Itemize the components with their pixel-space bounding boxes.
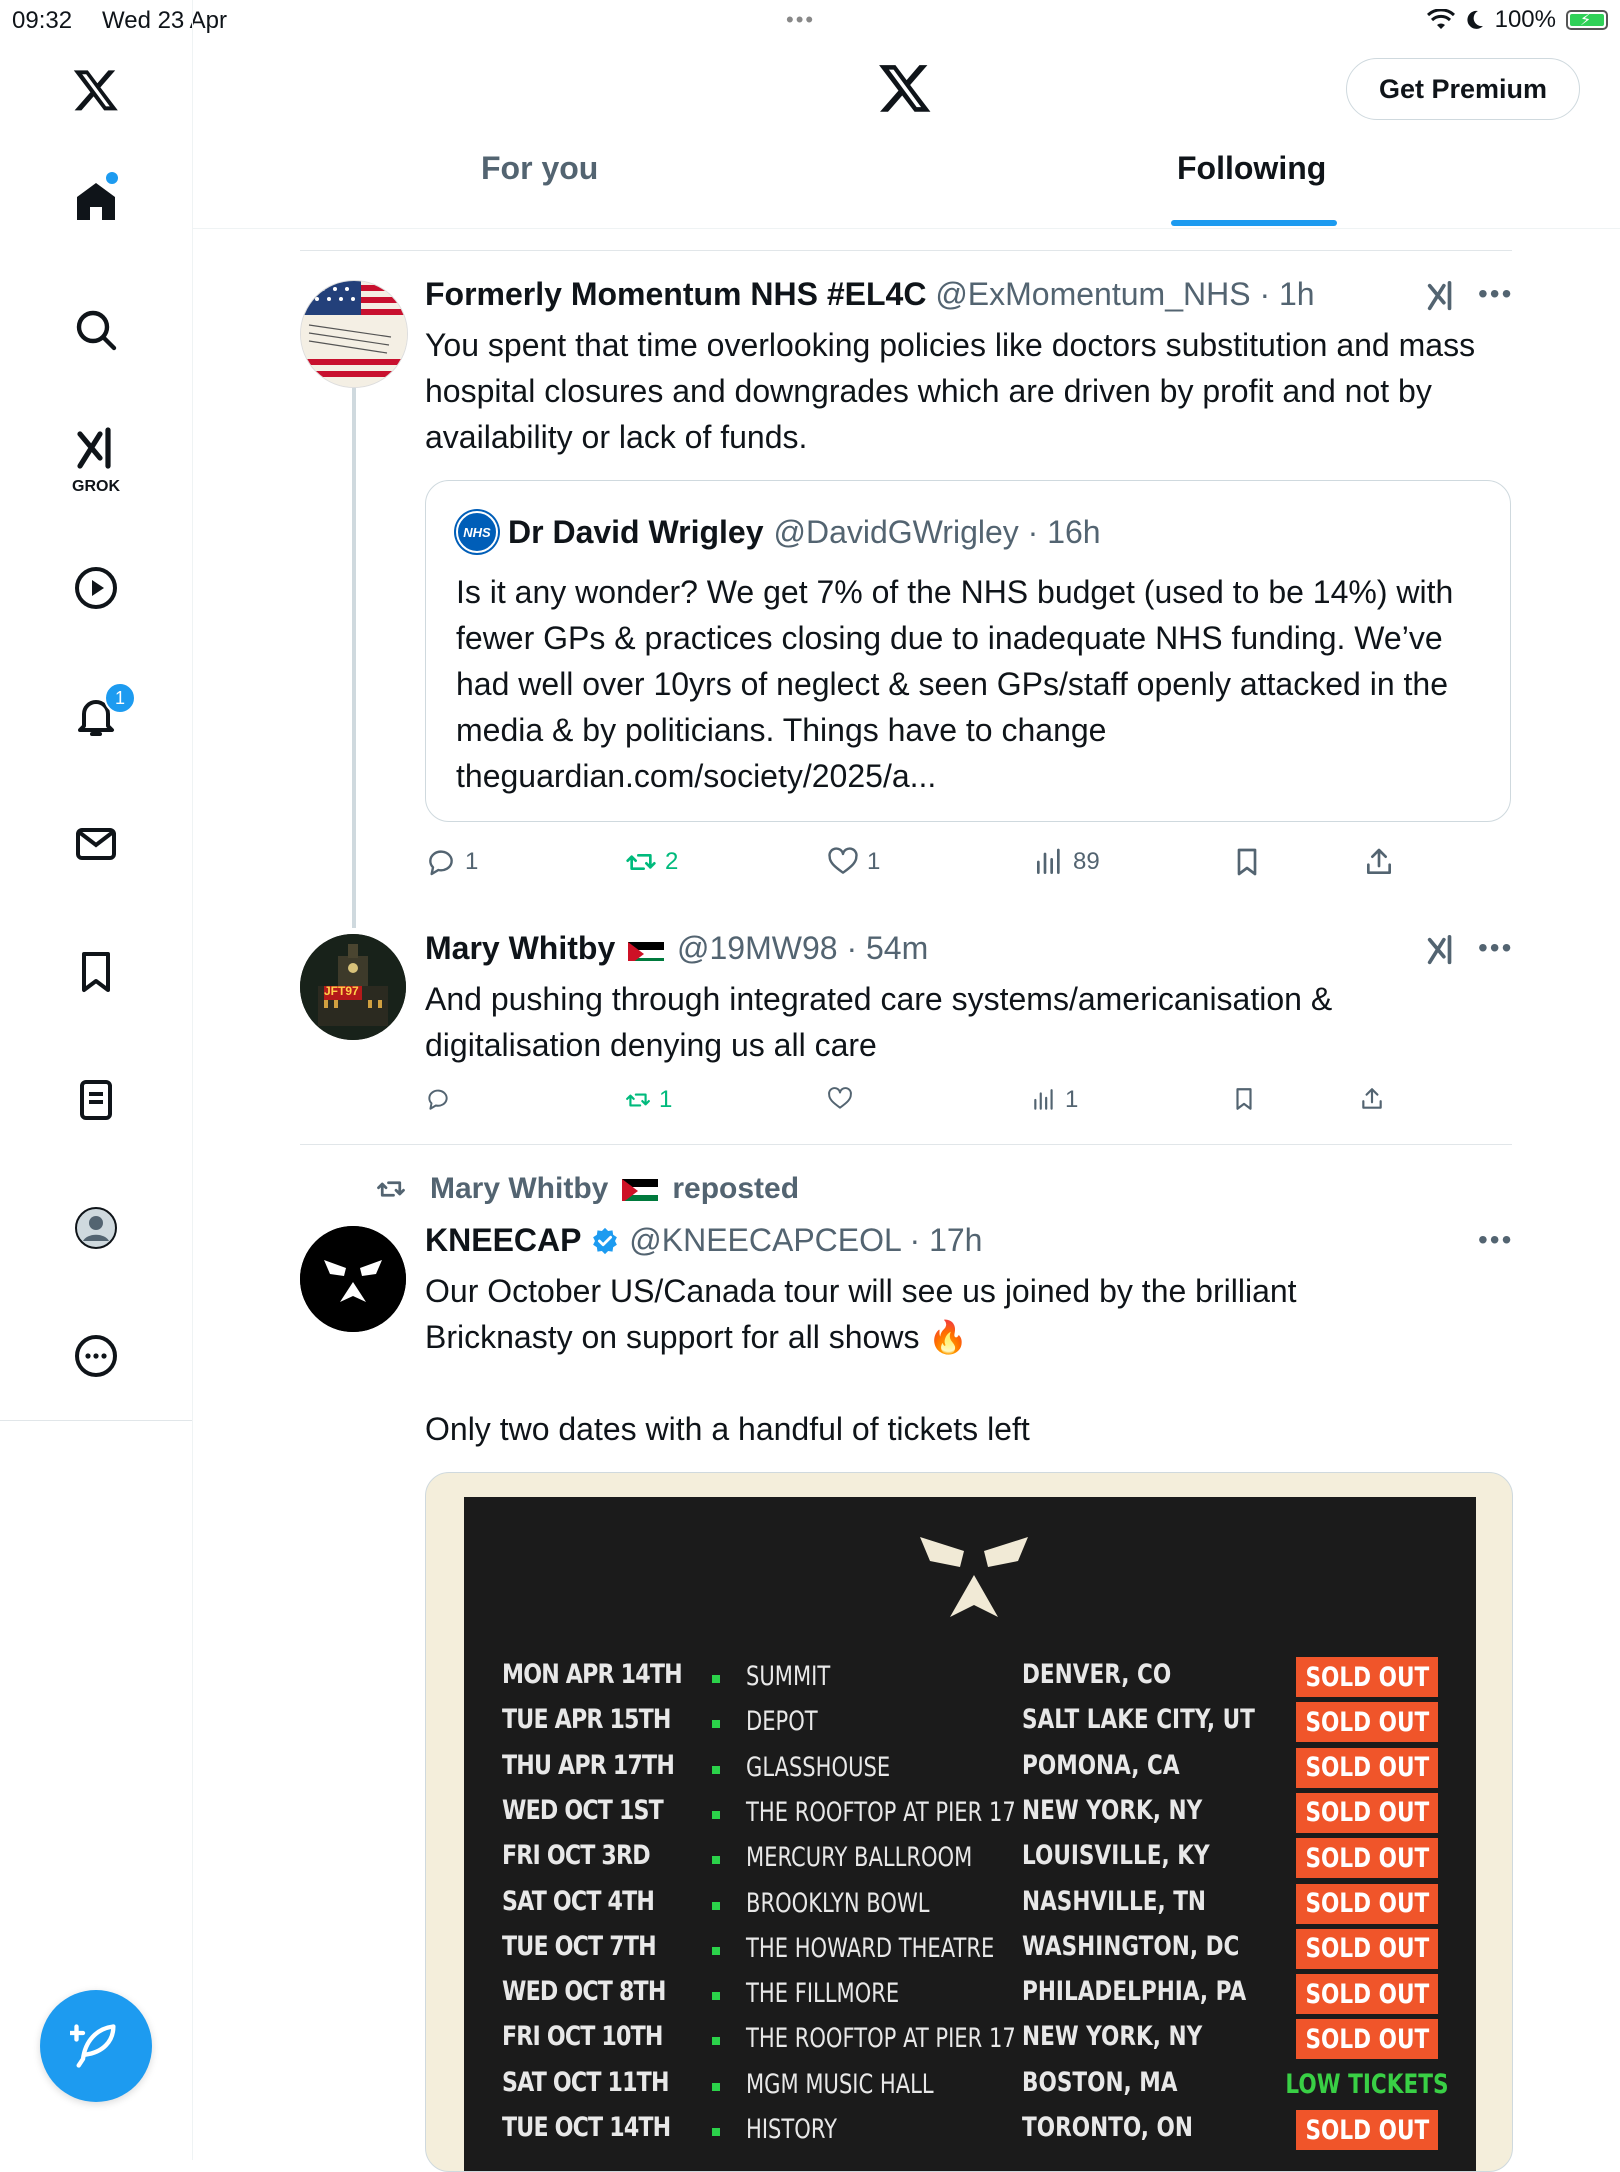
repost-icon bbox=[625, 1087, 651, 1113]
tour-city: POMONA, CA bbox=[1022, 1749, 1180, 1781]
tweet-text: You spent that time overlooking policies like doctors substitution and mass hospital closures and downgrades which are driven by profit and not by availability or lack of funds. bbox=[425, 327, 1476, 455]
reply-button[interactable] bbox=[425, 1086, 459, 1112]
more-options-icon[interactable]: ••• bbox=[1478, 932, 1514, 963]
tour-city: NEW YORK, NY bbox=[1022, 2021, 1203, 2053]
author-name[interactable]: Mary Whitby bbox=[425, 930, 616, 966]
notification-badge: 1 bbox=[104, 682, 136, 714]
like-count: 1 bbox=[867, 848, 881, 875]
more-options-icon[interactable]: ••• bbox=[1478, 278, 1514, 309]
ticket-status-text: SOLD OUT bbox=[1305, 1797, 1429, 1829]
tour-date-row bbox=[464, 1795, 1476, 1840]
tour-city: NASHVILLE, TN bbox=[1022, 1885, 1207, 1917]
author-handle[interactable]: @KNEECAPCEOL bbox=[629, 1222, 901, 1258]
tour-city: DENVER, CO bbox=[1022, 1659, 1172, 1690]
bullet-dot bbox=[712, 1947, 720, 1955]
thread-connector-line bbox=[352, 388, 356, 928]
heart-icon bbox=[827, 1086, 853, 1112]
author-name[interactable]: Formerly Momentum NHS #EL4C bbox=[425, 276, 927, 312]
status-bar bbox=[0, 0, 1620, 40]
tour-date: TUE APR 15TH bbox=[502, 1704, 671, 1736]
author-handle[interactable]: @19MW98 bbox=[677, 930, 838, 966]
nhs-logo-avatar: NHS bbox=[456, 511, 498, 553]
bookmark-icon bbox=[1231, 846, 1263, 878]
repost-count: 1 bbox=[659, 1086, 673, 1113]
share-upload-icon bbox=[1363, 846, 1395, 878]
bullet-dot bbox=[712, 1902, 720, 1910]
bookmarks-icon[interactable] bbox=[66, 942, 126, 1002]
tour-venue: THE ROOFTOP AT PIER 17 bbox=[746, 2023, 1016, 2055]
tour-venue: MGM MUSIC HALL bbox=[746, 2068, 934, 2100]
tour-date: FRI OCT 10TH bbox=[502, 2021, 663, 2053]
status-right bbox=[1427, 6, 1608, 34]
x-header-logo-icon[interactable] bbox=[877, 60, 933, 116]
tweet-text-line1: Our October US/Canada tour will see us joined by the brilliant Bricknasty on support for all shows 🔥 bbox=[425, 1273, 1297, 1355]
tour-date-row bbox=[464, 2021, 1476, 2066]
status-time: 09:32 bbox=[12, 7, 73, 34]
tour-poster-image[interactable] bbox=[425, 1472, 1513, 2172]
bullet-dot bbox=[712, 2037, 720, 2045]
repost-button[interactable] bbox=[625, 1086, 672, 1114]
tour-date-row bbox=[464, 1750, 1476, 1795]
tour-date-row bbox=[464, 2067, 1476, 2112]
tab-following[interactable]: Following bbox=[1177, 150, 1327, 186]
tweet-divider bbox=[300, 1144, 1512, 1145]
avatar-kneecap[interactable] bbox=[300, 1226, 406, 1332]
repost-button[interactable] bbox=[625, 846, 678, 878]
ticket-status-text: SOLD OUT bbox=[1305, 1752, 1429, 1784]
tour-city: BOSTON, MA bbox=[1022, 2066, 1178, 2098]
tour-date: TUE OCT 7TH bbox=[502, 1930, 656, 1962]
quoted-author-name: Dr David Wrigley bbox=[508, 513, 764, 550]
like-button[interactable] bbox=[827, 846, 880, 878]
views-chart-icon bbox=[1033, 846, 1065, 878]
bullet-dot bbox=[712, 1856, 720, 1864]
ticket-status-text: SOLD OUT bbox=[1305, 1842, 1429, 1874]
tour-venue: BROOKLYN BOWL bbox=[746, 1887, 930, 1919]
views-count: 1 bbox=[1065, 1086, 1079, 1113]
tour-date-row bbox=[464, 2112, 1476, 2157]
bullet-dot bbox=[712, 1992, 720, 2000]
messages-envelope-icon[interactable] bbox=[66, 814, 126, 874]
tour-poster bbox=[464, 1497, 1476, 2172]
moon-icon bbox=[1465, 9, 1485, 31]
tour-city: LOUISVILLE, KY bbox=[1022, 1840, 1210, 1872]
more-options-icon[interactable]: ••• bbox=[1478, 1224, 1514, 1255]
home-unread-dot bbox=[106, 172, 118, 184]
feed-top-divider bbox=[300, 250, 1512, 251]
ticket-status-text: SOLD OUT bbox=[1305, 2023, 1429, 2055]
tour-venue: THE ROOFTOP AT PIER 17 bbox=[746, 1796, 1016, 1828]
tweet-header: Mary Whitby @19MW98 · 54m bbox=[425, 930, 929, 966]
avatar-mary-whitby[interactable] bbox=[300, 934, 406, 1040]
ticket-status-text: SOLD OUT bbox=[1305, 1888, 1429, 1919]
home-icon[interactable] bbox=[66, 172, 126, 232]
ticket-status-badge bbox=[1296, 1657, 1438, 1697]
tour-venue: MERCURY BALLROOM bbox=[746, 1842, 973, 1874]
tour-city: WASHINGTON, DC bbox=[1022, 1930, 1240, 1962]
repost-context[interactable] bbox=[376, 1172, 799, 1206]
tour-date: THU APR 17TH bbox=[502, 1749, 675, 1781]
views-chart-icon bbox=[1031, 1087, 1057, 1113]
repost-small-icon bbox=[376, 1174, 406, 1204]
tweet-time[interactable]: 54m bbox=[865, 930, 929, 966]
tour-date-row bbox=[464, 1840, 1476, 1885]
ticket-status-badge bbox=[1296, 1748, 1438, 1788]
tour-city: NEW YORK, NY bbox=[1022, 1794, 1203, 1826]
palestine-flag-icon bbox=[622, 1177, 658, 1201]
tour-venue: SUMMIT bbox=[746, 1661, 831, 1692]
ticket-status-badge bbox=[1285, 2065, 1449, 2105]
tweet-text: And pushing through integrated care systems/americanisation & digitalisation denying us all care bbox=[425, 981, 1333, 1063]
timeline-tabs bbox=[193, 150, 1620, 228]
ticket-status-text: SOLD OUT bbox=[1305, 1978, 1429, 2010]
reply-bubble-icon bbox=[425, 1086, 451, 1112]
ticket-status-badge bbox=[1296, 1793, 1438, 1833]
share-button[interactable] bbox=[1363, 846, 1395, 878]
views-count: 89 bbox=[1073, 848, 1100, 875]
bullet-dot bbox=[712, 2128, 720, 2136]
tab-for-you[interactable]: For you bbox=[481, 150, 599, 186]
grok-explain-icon[interactable] bbox=[1424, 934, 1458, 968]
tweet-actions bbox=[425, 1086, 1425, 1126]
grok-explain-icon[interactable] bbox=[1424, 280, 1458, 314]
get-premium-button[interactable]: Get Premium bbox=[1346, 58, 1580, 120]
ticket-status-badge bbox=[1296, 2110, 1438, 2150]
active-tab-indicator bbox=[1171, 220, 1337, 226]
video-play-icon[interactable] bbox=[66, 558, 126, 618]
share-upload-icon bbox=[1359, 1086, 1385, 1112]
tour-date: SAT OCT 4TH bbox=[502, 1885, 655, 1917]
profile-avatar-icon[interactable] bbox=[66, 1198, 126, 1258]
share-button[interactable] bbox=[1359, 1086, 1385, 1112]
quoted-author-handle: @DavidGWrigley bbox=[773, 513, 1019, 550]
reposter-name: Mary Whitby bbox=[430, 1172, 609, 1205]
tweet-header: Formerly Momentum NHS #EL4C @ExMomentum_NHS · 1h bbox=[425, 276, 1315, 312]
ticket-status-badge bbox=[1296, 1702, 1438, 1742]
grok-icon[interactable] bbox=[66, 420, 126, 480]
bookmark-button[interactable] bbox=[1231, 1086, 1257, 1112]
bullet-dot bbox=[712, 1766, 720, 1774]
ticket-status-text: LOW TICKETS bbox=[1285, 2069, 1449, 2101]
sidebar-divider bbox=[0, 1420, 192, 1421]
bullet-dot bbox=[712, 1675, 720, 1683]
bullet-dot bbox=[712, 1720, 720, 1728]
tour-city: PHILADELPHIA, PA bbox=[1022, 1976, 1247, 2008]
ticket-status-badge bbox=[1296, 1838, 1438, 1878]
tour-venue: THE HOWARD THEATRE bbox=[746, 1932, 995, 1964]
ticket-status-text: SOLD OUT bbox=[1305, 1661, 1429, 1693]
tour-venue: THE FILLMORE bbox=[746, 1978, 900, 2010]
tour-date: SAT OCT 11TH bbox=[502, 2066, 669, 2098]
reply-count: 1 bbox=[465, 848, 479, 875]
x-logo-icon[interactable] bbox=[66, 60, 126, 120]
palestine-flag-icon bbox=[628, 937, 664, 961]
views-button[interactable] bbox=[1033, 846, 1100, 878]
tour-date: FRI OCT 3RD bbox=[502, 1840, 650, 1872]
tweet-time[interactable]: 1h bbox=[1278, 276, 1315, 312]
reply-bubble-icon bbox=[425, 846, 457, 878]
bookmark-icon bbox=[1231, 1086, 1257, 1112]
ticket-status-badge bbox=[1296, 1884, 1438, 1924]
compose-feather-icon bbox=[70, 2020, 122, 2072]
quoted-tweet-header: NHS Dr David Wrigley @DavidGWrigley · 16h bbox=[456, 511, 1101, 553]
tweet-actions bbox=[425, 846, 1425, 886]
tour-venue: GLASSHOUSE bbox=[746, 1751, 891, 1783]
timeline-header bbox=[193, 40, 1620, 229]
author-handle[interactable]: @ExMomentum_NHS bbox=[935, 276, 1251, 312]
reply-button[interactable] bbox=[425, 846, 478, 878]
multitasking-dots-icon[interactable]: ••• bbox=[786, 7, 816, 32]
reposted-label: reposted bbox=[672, 1172, 800, 1205]
tweet-text-line2: Only two dates with a handful of tickets left bbox=[425, 1411, 1030, 1447]
more-options-icon[interactable] bbox=[66, 1326, 126, 1386]
search-icon[interactable] bbox=[66, 300, 126, 360]
bullet-dot bbox=[712, 1811, 720, 1819]
tour-date-row bbox=[464, 1976, 1476, 2021]
status-date: Wed 23 Apr bbox=[102, 7, 227, 34]
tour-date: MON APR 14TH bbox=[502, 1659, 682, 1690]
ticket-status-badge bbox=[1296, 2019, 1438, 2059]
bookmark-button[interactable] bbox=[1231, 846, 1263, 878]
ticket-status-text: SOLD OUT bbox=[1305, 2114, 1429, 2146]
battery-percent: 100% bbox=[1494, 6, 1556, 33]
kneecap-mask-logo bbox=[300, 1226, 406, 1332]
author-name[interactable]: KNEECAP bbox=[425, 1222, 582, 1258]
bullet-dot bbox=[712, 2083, 720, 2091]
lists-icon[interactable] bbox=[66, 1070, 126, 1130]
tweet-time[interactable]: 17h bbox=[929, 1222, 983, 1258]
sidebar bbox=[0, 0, 193, 2160]
wifi-icon bbox=[1427, 9, 1455, 31]
tour-date-row bbox=[464, 1886, 1476, 1931]
repost-count: 2 bbox=[665, 848, 679, 875]
tour-venue: HISTORY bbox=[746, 2114, 838, 2145]
quoted-tweet-card[interactable] bbox=[425, 480, 1511, 822]
compose-post-button[interactable] bbox=[40, 1990, 152, 2102]
like-button[interactable] bbox=[827, 1086, 861, 1112]
tour-date: TUE OCT 14TH bbox=[502, 2112, 671, 2143]
tour-date: WED OCT 8TH bbox=[502, 1976, 666, 2008]
kneecap-mask-icon bbox=[914, 1525, 1034, 1625]
tour-city: TORONTO, ON bbox=[1022, 2112, 1193, 2143]
ticket-status-badge bbox=[1296, 1929, 1438, 1969]
grok-label: GROK bbox=[72, 478, 120, 495]
avatar-flag-image bbox=[301, 281, 407, 387]
ticket-status-text: SOLD OUT bbox=[1305, 1706, 1429, 1738]
avatar-formerly-momentum[interactable] bbox=[300, 280, 408, 388]
ticket-status-badge bbox=[1296, 1974, 1438, 2014]
tour-date-row bbox=[464, 1704, 1476, 1749]
tour-date-row bbox=[464, 1659, 1476, 1704]
views-button[interactable] bbox=[1031, 1086, 1078, 1114]
tour-date: WED OCT 1ST bbox=[502, 1794, 663, 1826]
verified-badge-icon bbox=[590, 1226, 620, 1256]
avatar-jft97-text: JFT97 bbox=[324, 984, 359, 998]
heart-icon bbox=[827, 846, 859, 878]
repost-icon bbox=[625, 846, 657, 878]
quoted-tweet-text: Is it any wonder? We get 7% of the NHS budget (used to be 14%) with fewer GPs & practices closing due to inadequate NHS funding. We’ve had well over 10yrs of neglect & seen GPs/staff openly attacked in the media & by politicians. Things have to change theguardian.com/society/2025/a... bbox=[456, 574, 1454, 794]
tour-venue: DEPOT bbox=[746, 1706, 818, 1738]
quoted-tweet-time: 16h bbox=[1047, 513, 1101, 550]
battery-icon: ⚡ bbox=[1566, 10, 1608, 30]
tweet-header: KNEECAP @KNEECAPCEOL · 17h bbox=[425, 1222, 983, 1258]
tour-date-row bbox=[464, 1931, 1476, 1976]
notifications-bell-icon[interactable] bbox=[66, 686, 126, 746]
tour-city: SALT LAKE CITY, UT bbox=[1022, 1704, 1255, 1736]
ticket-status-text: SOLD OUT bbox=[1305, 1933, 1429, 1965]
